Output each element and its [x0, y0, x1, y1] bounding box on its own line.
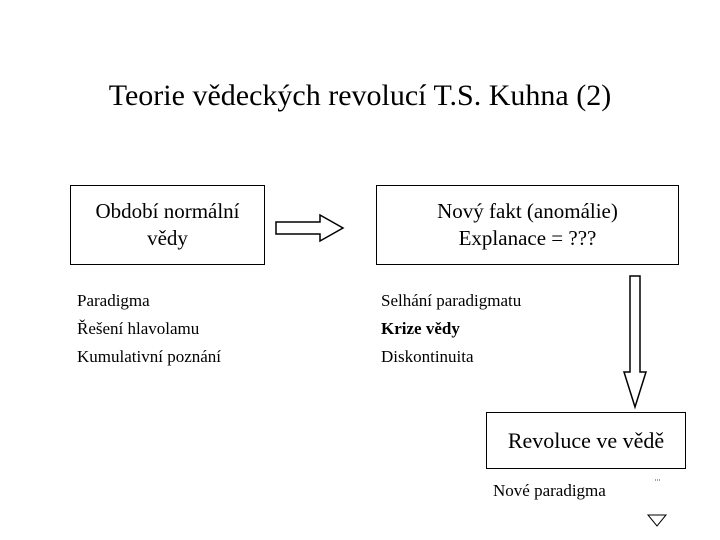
normal-science-list [77, 287, 221, 371]
list-item: Paradigma [77, 291, 150, 310]
new-fact-list [381, 287, 521, 371]
normal-science-box-line-2: vědy [147, 226, 188, 250]
revolution-box [486, 412, 686, 469]
list-item: Řešení hlavolamu [77, 319, 200, 338]
new-paradigm-label: Nové paradigma [493, 481, 606, 500]
new-fact-box [376, 185, 679, 265]
revolution-box-label: Revoluce ve vědě [507, 428, 665, 453]
small-down-arrow-icon [646, 478, 670, 530]
normal-science-box-line-1: Období normální [95, 199, 240, 223]
down-arrow-icon [622, 275, 648, 410]
list-item: Selhání paradigmatu [381, 291, 522, 310]
new-fact-box-line-1: Nový fakt (anomálie) [437, 199, 618, 223]
right-arrow-icon [275, 213, 345, 243]
list-item: Diskontinuita [381, 347, 474, 366]
list-item: Kumulativní poznání [77, 347, 222, 366]
normal-science-box [70, 185, 265, 265]
slide-title: Teorie vědeckých revolucí T.S. Kuhna (2) [108, 79, 612, 112]
new-fact-box-line-2: Explanace = ??? [458, 226, 597, 250]
list-item-highlighted: Krize vědy [381, 319, 460, 338]
